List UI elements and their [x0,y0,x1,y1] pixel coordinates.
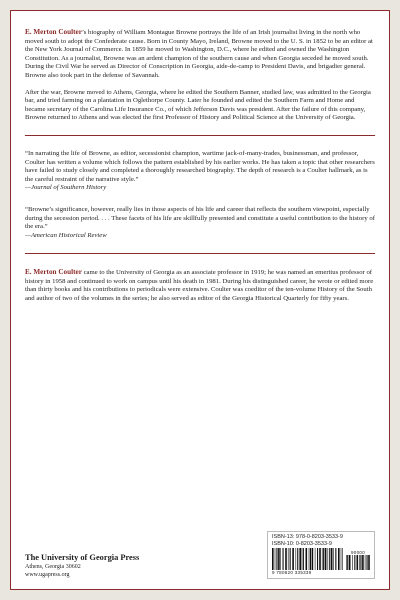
price-code: 90000 [350,550,365,555]
barcode-bar [349,555,351,570]
barcode-bar [285,548,287,570]
barcode-bar [319,548,321,570]
barcode-bars [272,548,370,570]
barcode-bar [288,548,289,570]
barcode-main-bars [272,548,343,570]
barcode-bar [352,555,353,570]
author-name-lead: E. Merton Coulter [25,268,82,277]
barcode-bar [331,548,333,570]
isbn-barcode [267,531,375,579]
price-barcode [346,550,370,570]
review-quote-source: —Journal of Southern History [25,184,107,192]
barcode-bar [283,548,284,570]
barcode-bar [276,548,277,570]
barcode-bar [360,555,361,570]
barcode-bar [297,548,298,570]
barcode-bar [328,548,329,570]
barcode-digits: 9 780820 335339 [272,570,312,575]
barcode-bar [346,555,347,570]
review-quote-2 [25,206,375,240]
barcode-bar [359,555,360,570]
barcode-bar [367,555,368,570]
barcode-bar [322,548,323,570]
barcode-bar [354,555,355,570]
divider-top [25,135,375,136]
barcode-bar [290,548,291,570]
publisher-block [25,553,139,579]
barcode-bar [357,555,359,570]
barcode-bar [302,548,303,570]
barcode-bar [365,555,366,570]
author-bio-paragraph-3 [25,268,375,303]
barcode-bar [333,548,334,570]
review-quote-text: “In narrating the life of Browne, as editor, secessionist champion, wartime jack-of-many-trades, businessman, and professor, Coulter has written a volume which follows the pattern established by his earlier works. He has taken a topic that other researchers have failed to study closely and completed a thoroughly researched biography. The depth of research is a Coulter hallmark, as is the careful restraint of the narrative style.” [25,149,375,183]
author-bio-text-1: ’s biography of William Montague Browne portrays the life of an Irish journalist living in the north who moved south to adopt the Confederate cause. Born in County Mayo, Ireland, Browne moved to the U. S. in 1852 to be an editor at the New York Journal of Commerce. In 1859 he moved to Washington, D.C., where he edited and owned the Washington Constitution. As a journalist, Browne was an ardent champion of the southern cause and when Georgia seceded he moved south. During the Civil War he served as Director of Conscription in Georgia, aide-de-camp to President Davis, and brigadier general. Browne also took part in the defense of Savannah. [25,29,373,79]
publisher-url: www.ugapress.org [25,571,70,578]
barcode-bar [296,548,297,570]
barcode-bar [342,548,343,570]
barcode-bar [341,548,342,570]
barcode-bar [303,548,304,570]
barcode-bar [368,555,370,570]
author-name-lead: E. Merton Coulter [25,28,82,36]
isbn-13-label: ISBN-13: 978-0-8203-3533-9 [272,534,343,540]
barcode-bar [325,548,327,570]
barcode-bar [347,555,348,570]
barcode-bar [329,548,330,570]
barcode-bar [275,548,276,570]
barcode-bar [280,548,281,570]
barcode-bar [317,548,318,570]
barcode-bar [309,548,310,570]
publisher-name: The University of Georgia Press [25,553,140,562]
author-bio-paragraph-1 [25,28,375,81]
barcode-price-bars [346,555,370,570]
author-bio-paragraph-2: After the war, Browne moved to Athens, Georgia, where he edited the Southern Banner, studied law, was admitted to the Georgia bar, and tried farming on a plantation in Oglethorpe County. Later he founded and edited the Southern Farm and Home and became secretary of the Carolina Life Insurance Co., of which Jefferson Davis was president. After the failure of this company, Browne returned to Athens and was elected the first Professor of History and Political Science at the University of Georgia. [25,88,371,122]
barcode-bar [338,548,340,570]
barcode-bar [278,548,280,570]
review-quote-1 [25,150,375,193]
barcode-bar [312,548,314,570]
barcode-bar [310,548,311,570]
cover-footer [25,531,375,579]
divider-bottom [25,253,375,254]
barcode-bar [272,548,274,570]
barcode-bar [323,548,324,570]
isbn-10-label: ISBN-10: 0-8203-3533-9 [272,540,332,547]
barcode-bar [335,548,336,570]
review-quote-text: “Browne’s significance, however, really lies in those aspects of his life and career that reflects the southern viewpoint, especially during the secession period. . . . These facets of his life are skillfully presented and constitute a useful contribution to the history of the era.” [25,205,375,231]
publisher-city: Athens, Georgia 30602 [25,564,81,570]
author-bio-text-3: came to the University of Georgia as an associate professor in 1919; he was named an emeritus professor of history in 1958 and continued to work on campus until his death in 1981. During his distinguished career, he wrote or edited more than thirty books and his contributions to periodicals were extensive. Coulter was coeditor of the ten-volume History of the South and author of two of the volumes in the series; he also served as editor of the Georgia Historical Quarterly for fifty years. [25,269,374,303]
barcode-bar [306,548,308,570]
barcode-bar [315,548,316,570]
cover-frame [10,10,390,590]
barcode-bar [299,548,301,570]
review-quote-source: —American Historical Review [25,231,107,239]
barcode-bar [362,555,364,570]
barcode-bar [292,548,294,570]
